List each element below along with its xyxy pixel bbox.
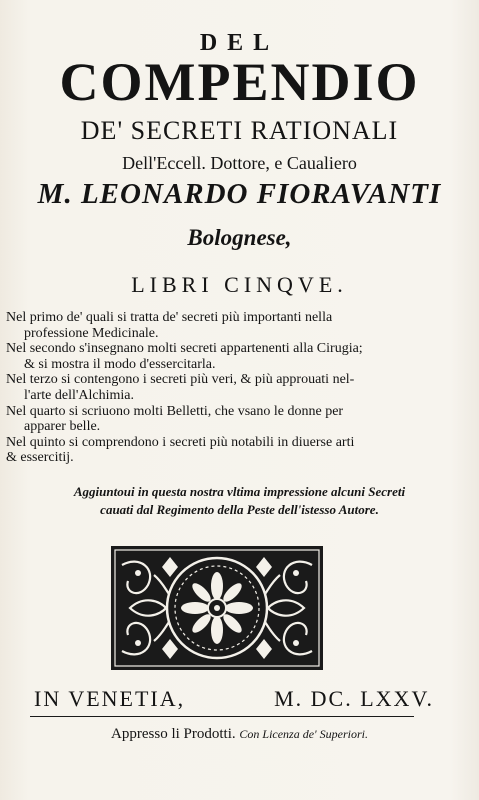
contents-line: Nel primo de' quali si tratta de' secreti più importanti nella (6, 310, 333, 325)
author-name: M. LEONARDO FIORAVANTI (37, 178, 442, 210)
printer-line (0, 726, 479, 743)
woodcut-ornament (110, 545, 324, 671)
contents-line: apparer belle. (24, 419, 101, 435)
title-del: DEL (199, 30, 280, 56)
edition-note-line: Aggiuntoui in questa nostra vltima impressione alcuni Secreti (73, 484, 406, 499)
contents-list (6, 310, 474, 466)
printer-name: Appresso li Prodotti. (111, 726, 236, 742)
contents-line: Nel terzo si contengono i secreti più veri, & più approuati nel- (6, 372, 355, 388)
books-count: LIBRI CINQVE. (131, 272, 348, 297)
contents-line: Nel quarto si scriuono molti Belletti, che vsano le donne per (6, 403, 344, 419)
contents-line: & si mostra il modo d'essercitarla. (24, 356, 216, 372)
contents-line: professione Medicinale. (24, 325, 159, 341)
contents-line: Nel secondo s'insegnano molti secreti appartenenti alla Cirugia; (6, 341, 363, 357)
imprint-city: IN VENETIA, (34, 686, 186, 711)
imprint-year: M. DC. LXXV. (274, 686, 434, 711)
edition-note-line: cauati dal Regimento della Peste dell'istesso Autore. (100, 502, 379, 517)
contents-line: l'arte dell'Alchimia. (24, 387, 135, 403)
edition-note (0, 483, 479, 519)
title-secreti: DE' SECRETI RATIONALI (80, 116, 399, 145)
license-note: Con Licenza de' Superiori. (239, 727, 368, 741)
contents-line: Nel quinto si comprendono i secreti più notabili in diuerse arti (6, 434, 355, 450)
contents-line: & essercitij. (6, 450, 74, 466)
divider-rule (30, 716, 414, 717)
author-origin: Bolognese, (187, 225, 292, 250)
title-compendio: COMPENDIO (59, 52, 420, 112)
title-dottore: Dell'Eccell. Dottore, e Caualiero (122, 153, 357, 173)
